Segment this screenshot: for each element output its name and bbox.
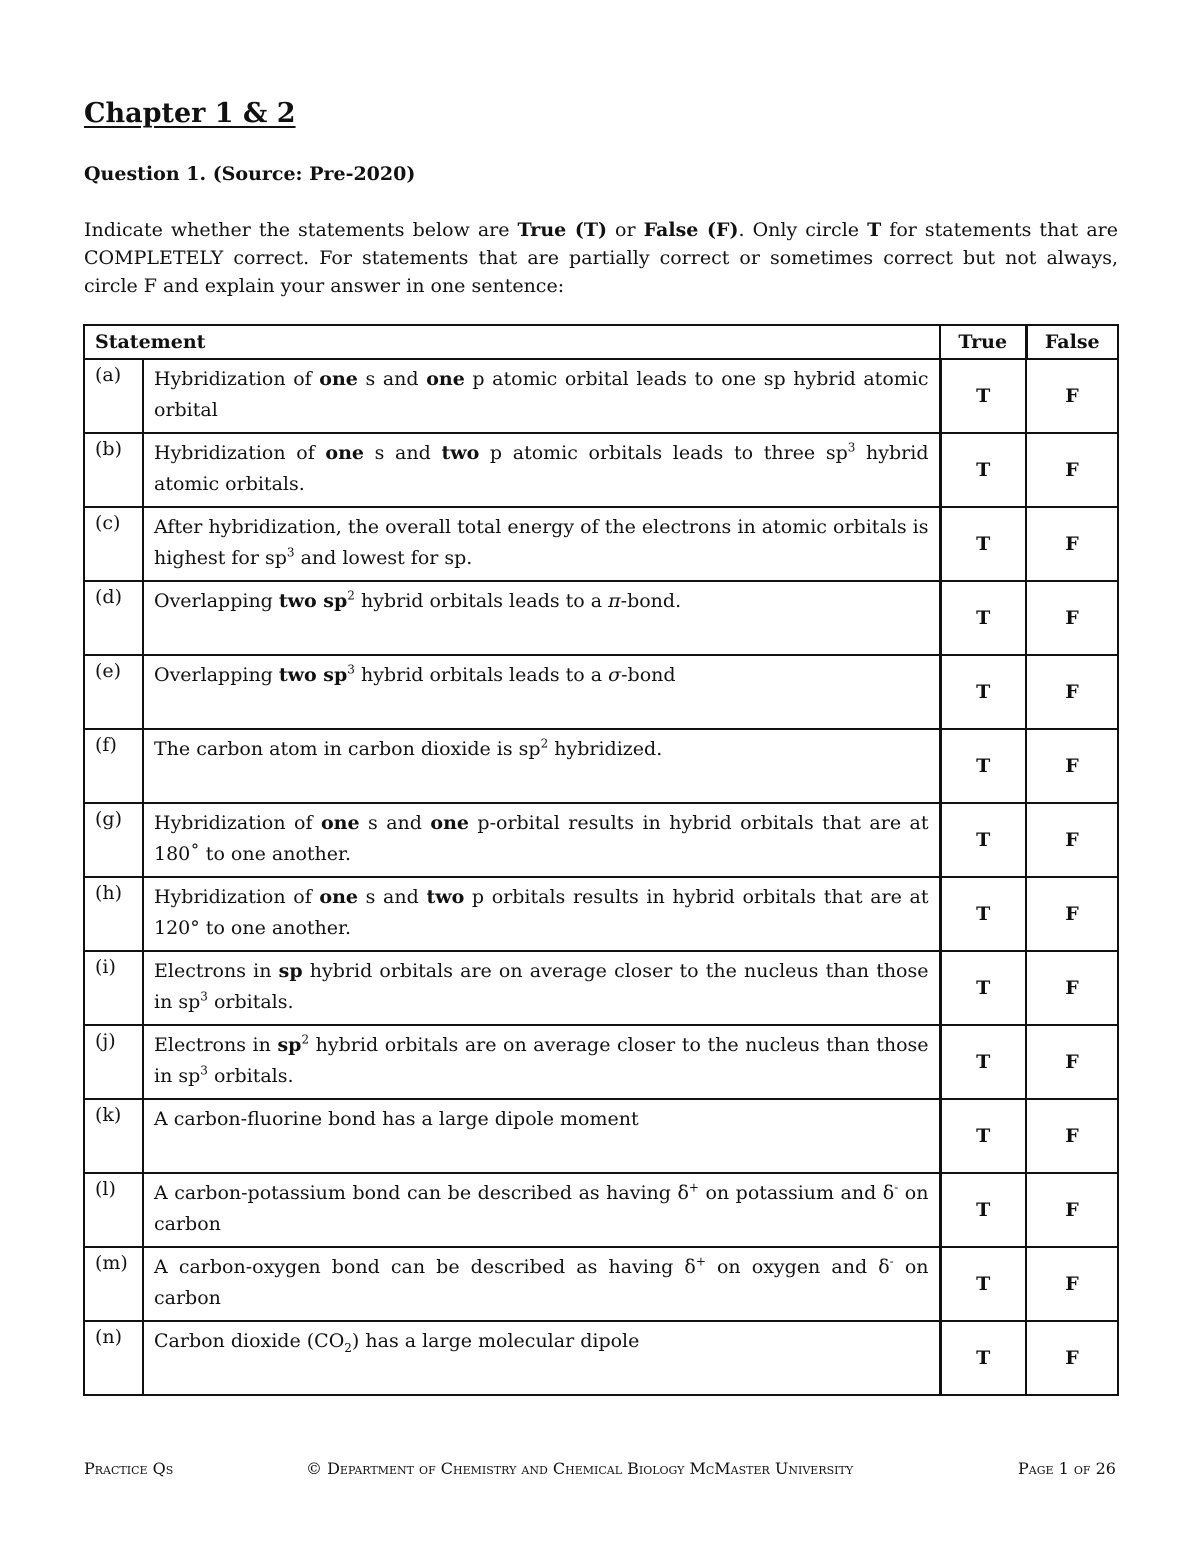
true-option[interactable]: T — [940, 729, 1026, 803]
false-option[interactable]: F — [1026, 433, 1118, 507]
statement-text: Overlapping two $sp^3$ hybrid orbitals leads to a σ-bond — [143, 655, 940, 729]
row-label: (n) — [84, 1321, 143, 1395]
footer-center: © Department of Chemistry and Chemical Biology McMaster University — [306, 1459, 854, 1478]
statement-text: Hybridization of one s and two p atomic orbitals leads to three $sp^3$ hybrid atomic orbitals. — [143, 433, 940, 507]
table-row — [84, 877, 1118, 951]
row-label: (j) — [84, 1025, 143, 1099]
true-option[interactable]: T — [940, 877, 1026, 951]
true-option[interactable]: T — [940, 803, 1026, 877]
table-row — [84, 1099, 1118, 1173]
false-option[interactable]: F — [1026, 1173, 1118, 1247]
true-option[interactable]: T — [940, 655, 1026, 729]
statement-text: Electrons in sp hybrid orbitals are on average closer to the nucleus than those in $sp^3$ orbitals. — [143, 951, 940, 1025]
statement-text: Hybridization of one s and two p orbitals results in hybrid orbitals that are at 120° to one another. — [143, 877, 940, 951]
statement-text: A carbon-oxygen bond can be described as having δ+ on oxygen and δ- on carbon — [143, 1247, 940, 1321]
table-row — [84, 1247, 1118, 1321]
true-option[interactable]: T — [940, 359, 1026, 433]
false-option[interactable]: F — [1026, 1099, 1118, 1173]
true-option[interactable]: T — [940, 581, 1026, 655]
true-option[interactable]: T — [940, 1099, 1026, 1173]
footer-page-number: Page 1 of 26 — [1018, 1459, 1116, 1478]
row-label: (g) — [84, 803, 143, 877]
row-label: (h) — [84, 877, 143, 951]
row-label: (l) — [84, 1173, 143, 1247]
false-option[interactable]: F — [1026, 877, 1118, 951]
statement-text: The carbon atom in carbon dioxide is $sp^2$ hybridized. — [143, 729, 940, 803]
false-option[interactable]: F — [1026, 951, 1118, 1025]
instructions-text-2: or — [606, 219, 644, 241]
table-row — [84, 581, 1118, 655]
true-option[interactable]: T — [940, 1321, 1026, 1395]
question-title: Question 1. (Source: Pre-2020) — [84, 163, 416, 185]
false-option[interactable]: F — [1026, 1321, 1118, 1395]
footer-left: Practice Qs — [84, 1459, 174, 1478]
table-row — [84, 1173, 1118, 1247]
row-label: (e) — [84, 655, 143, 729]
chapter-title: Chapter 1 & 2 — [84, 98, 296, 129]
row-label: (a) — [84, 359, 143, 433]
false-option[interactable]: F — [1026, 655, 1118, 729]
statement-text: Hybridization of one s and one p atomic orbital leads to one sp hybrid atomic orbital — [143, 359, 940, 433]
statement-text: A carbon-potassium bond can be described as having δ+ on potassium and δ- on carbon — [143, 1173, 940, 1247]
instructions-text-1: Indicate whether the statements below are — [84, 219, 518, 241]
table-row — [84, 359, 1118, 433]
row-label: (d) — [84, 581, 143, 655]
table-row — [84, 507, 1118, 581]
false-option[interactable]: F — [1026, 359, 1118, 433]
false-option[interactable]: F — [1026, 1247, 1118, 1321]
false-option[interactable]: F — [1026, 1025, 1118, 1099]
instructions — [84, 216, 1118, 300]
row-label: (b) — [84, 433, 143, 507]
table-row — [84, 729, 1118, 803]
false-option[interactable]: F — [1026, 581, 1118, 655]
table-row — [84, 433, 1118, 507]
table-header-row — [84, 325, 1118, 359]
t-letter: T — [867, 219, 882, 241]
false-option[interactable]: F — [1026, 507, 1118, 581]
true-option[interactable]: T — [940, 1173, 1026, 1247]
statement-text: Overlapping two $sp^2$ hybrid orbitals leads to a π-bond. — [143, 581, 940, 655]
statement-text: Carbon dioxide $(CO_2)$ has a large molecular dipole — [143, 1321, 940, 1395]
row-label: (c) — [84, 507, 143, 581]
row-label: (k) — [84, 1099, 143, 1173]
statement-text: After hybridization, the overall total energy of the electrons in atomic orbitals is highest for $sp^3$ and lowest for sp. — [143, 507, 940, 581]
false-option[interactable]: F — [1026, 803, 1118, 877]
true-option[interactable]: T — [940, 1247, 1026, 1321]
header-statement: Statement — [84, 325, 940, 359]
true-option[interactable]: T — [940, 433, 1026, 507]
row-label: (i) — [84, 951, 143, 1025]
statement-text: Electrons in $sp^2$ hybrid orbitals are on average closer to the nucleus than those in $sp^3$ orbitals. — [143, 1025, 940, 1099]
header-true: True — [940, 325, 1026, 359]
table-row — [84, 655, 1118, 729]
true-option[interactable]: T — [940, 951, 1026, 1025]
header-false: False — [1026, 325, 1118, 359]
statement-text: Hybridization of one s and one p-orbital results in hybrid orbitals that are at 180˚ to one another. — [143, 803, 940, 877]
true-label: True (T) — [517, 219, 607, 241]
instructions-text-4: for statements that are COMPLETELY correct. For statements that are partially correct or sometimes correct but not always, circle F and explain your answer in one sentence: — [84, 219, 1118, 297]
row-label: (m) — [84, 1247, 143, 1321]
true-option[interactable]: T — [940, 507, 1026, 581]
table-row — [84, 1025, 1118, 1099]
table-row — [84, 951, 1118, 1025]
instructions-text-3: . Only circle — [738, 219, 868, 241]
false-label: False (F) — [643, 219, 739, 241]
statements-table — [83, 324, 1119, 1396]
statement-text: A carbon-fluorine bond has a large dipole moment — [143, 1099, 940, 1173]
false-option[interactable]: F — [1026, 729, 1118, 803]
table-row — [84, 803, 1118, 877]
true-option[interactable]: T — [940, 1025, 1026, 1099]
row-label: (f) — [84, 729, 143, 803]
table-row — [84, 1321, 1118, 1395]
